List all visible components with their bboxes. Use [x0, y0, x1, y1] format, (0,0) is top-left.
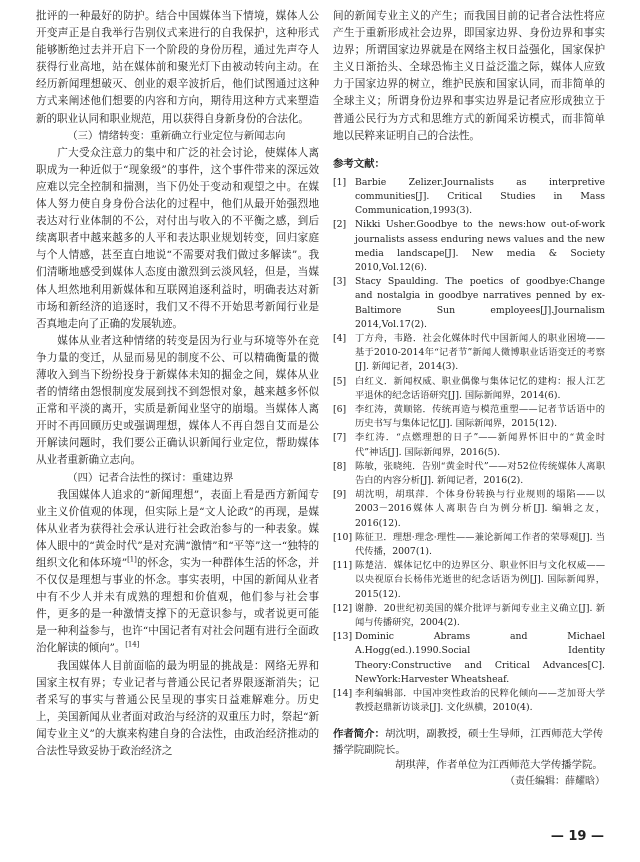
reference-item	[333, 431, 605, 459]
reference-text: 李利编辑部．中国冲突性政治的民粹化倾向——芝加哥大学教授赵鼎新访谈录[J]. 文化纵横，2010(4).	[355, 688, 605, 714]
body-paragraph: 间的新闻专业主义的产生；而我国目前的记者合法性将应产生于重新形成社会边界，即国家边界、身份边界和事实边界；所谓国家边界就是在网络主权日益强化，国家保护主义日渐抬头、全球恐怖主义日益泛滥之际，媒体人应致力于国家边界的树立，维护民族和国家认同，而非简单的全球主义；所谓身份边界和事实边界是记者应形成独立于普通公民行为方式和思维方式的新闻采访模式，而非简单地以民粹来证明自己的合法性。	[333, 10, 605, 142]
reference-number: [12]	[333, 602, 353, 614]
section-heading: （四）记者合法性的探讨：重建边界	[67, 471, 234, 484]
body-paragraph: 媒体从业者这种情绪的转变是因为行业与环境等外在竞争力量的变迁，从显而易见的制度不公、可以精确衡量的微薄收入到当下纷纷投身于新媒体未知的掘金之间，媒体从业者的情绪由怨恨制度发展到找不到怨恨对象，越来越多怀似正常和平淡的离开，实质是新闻业坚守的崩塌。当媒体人离开时不再回顾历史或强调理想，媒体人不再自怨自艾而是公开解读问题时，我们要公正确认识新闻行业定位，帮助媒体从业者重新确立志向。	[36, 334, 319, 467]
reference-number: [11]	[333, 560, 353, 572]
reference-item	[333, 403, 605, 431]
left-column	[36, 8, 319, 760]
body-paragraph: 批评的一种最好的防护。结合中国媒体当下情境，媒体人公开变声正是自我举行告别仪式来进行的自我保护，这种形式能够断绝过去并开启下一个阶段的身份历程，通过先声夺人获得行业高地，站在媒体前和聚光灯下由被动转向主动。在经历新闻理想破灭、创业的艰辛波折后，他们试图通过这种方式来阐述他们想要的内容和方向，期待用这种方式来塑造新的职业认同和职业规范，用以获得自身新身份的合法化。	[36, 10, 319, 125]
references-list	[333, 176, 605, 716]
reference-text: 李红涛．“点燃理想的日子”——新闻界怀旧中的“黄金时代”神话[J]. 国际新闻界，2016(5).	[355, 432, 605, 458]
reference-text: 白红义．新闻权威、职业偶像与集体记忆的建构：报人江艺平退休的纪念话语研究[J]. 国际新闻界，2014(6).	[355, 375, 605, 401]
body-paragraph: 我国媒体人目前面临的最为明显的挑战是：网络无界和国家主权有界；专业记者与普通公民记者界限逐渐消失；记者采写的事实与普通公民呈现的事实日益难解难分。历史上，美国新闻从业者面对政治与经济的双重压力时，祭起“新闻专业主义”的大旗来构建自身的合法性，由政治经济推动的合法性导致妥协于政治经济之	[36, 659, 319, 758]
reference-number: [7]	[333, 432, 347, 444]
section-heading: （三）情绪转变：重新确立行业定位与新闻志向	[67, 129, 286, 142]
reference-item	[333, 488, 605, 531]
author-label: 作者简介：	[333, 728, 385, 741]
reference-item	[333, 176, 605, 219]
reference-number: [6]	[333, 404, 347, 415]
citation-marker: [1]	[127, 555, 137, 564]
reference-text: 李红涛，黄顺铭．传统再造与模范重塑——记者节话语中的历史书写与集体记忆[J]. 国际新闻界，2015(12).	[355, 404, 605, 430]
reference-text: 胡沈明，胡琪萍．个体身份转换与行业规则的塌陷——以2003－2016媒体人离职告白为例分析[J]. 编辑之友，2016(12).	[355, 489, 605, 529]
editor-note: （责任编辑：薛耀晗）	[505, 775, 605, 787]
reference-text: Dominic Abrams and Michael A.Hogg(ed.).1990.Social Identity Theory:Constructive and Critical Advances[C]. NewYork:Harvester Wheatsheaf.	[355, 631, 605, 685]
reference-item	[333, 332, 605, 375]
body-paragraph	[36, 487, 319, 658]
reference-text: 陈敏，张晓纯．告别“黄金时代”——对52位传统媒体人离职告白的内容分析[J]. 新闻记者，2016(2).	[355, 460, 605, 487]
reference-text: 陈楚洁．媒体记忆中的边界区分、职业怀旧与文化权威——以央视原台长杨伟光逝世的纪念话语为例[J]. 国际新闻界，2015(12).	[355, 560, 605, 600]
reference-text: Nikki Usher.Goodbye to the news:how out-of-work journalists assess enduring news values and the new media landscape[J]. New media & Society 2010,Vol.12(6).	[355, 219, 605, 273]
reference-item	[333, 460, 605, 488]
reference-item	[333, 375, 605, 403]
reference-number: [10]	[333, 531, 353, 543]
reference-number: [5]	[333, 375, 347, 387]
reference-text: Barbie Zelizer.Journalists as interpretive communities[J]. Critical Studies in Mass Communication,1993(3).	[355, 176, 605, 217]
author-info	[333, 727, 605, 789]
reference-number: [13]	[333, 631, 353, 643]
citation-marker: [14]	[125, 640, 140, 649]
reference-text: 丁方舟，韦路．社会化媒体时代中国新闻人的职业困境——基于2010-2014年“记者节”新闻人微博职业话语变迁的考察[J]. 新闻记者，2014(3).	[355, 332, 605, 373]
reference-item	[333, 602, 605, 630]
references-heading: 参考文献：	[333, 157, 385, 170]
page-number: — 19 —	[550, 829, 604, 844]
reference-item	[333, 687, 605, 715]
author-line: 胡琪萍，作者单位为江西师范大学传播学院。	[395, 759, 603, 772]
reference-number: [1]	[333, 176, 347, 188]
reference-item	[333, 559, 605, 602]
reference-item	[333, 531, 605, 559]
author-line: 胡沈明，副教授，硕士生导师，江西师范大学传播学院副院长。	[333, 728, 604, 756]
paragraph-text: 我国媒体人追求的“新闻理想”，表面上看是西方新闻专业主义价值观的体现，但实际上是“文人论政”的再现，是媒体从业者为获得社会承认进行社会政治参与的一种表象。媒体人眼中的“黄金时代”是对充满“激情”和“平等”这一“独特的组织文化和体环境”	[36, 488, 319, 569]
reference-text: 谢静．20世纪初美国的媒介批评与新闻专业主义确立[J]. 新闻与传播研究，2004(2).	[355, 602, 605, 629]
reference-text: 陈征卫．理想·理念·理性——兼论新闻工作者的荣辱观[J]. 当代传播，2007(1).	[355, 531, 605, 558]
paragraph-text: 的怀念，实为一种群体生活的怀念，并不仅仅是理想与事业的怀念。事实表明，中国的新闻从业者中有不少人并未有成熟的理想和价值观，他们参与社会事件，更多的是一种激情支撑下的无意识参与，或者说更可能是一种利益参与，也许“中国记者有对社会问题有进行全面政治化解读的倾向”。	[36, 557, 319, 655]
reference-number: [8]	[333, 460, 347, 472]
reference-item	[333, 630, 605, 687]
reference-text: Stacy Spaulding. The poetics of goodbye:Change and nostalgia in goodbye narratives penned by ex-Baltimore Sun employees[J].Journalism 2014,Vol.17(2).	[355, 276, 605, 330]
reference-item	[333, 275, 605, 332]
reference-number: [3]	[333, 276, 347, 288]
body-paragraph: 广大受众注意力的集中和广泛的社会讨论，使媒体人离职成为一种近似于“现象级”的事件，这个事件带来的深远效应难以完全控制和揣测，当下仍处于变动和观望之中。在媒体人努力使自身身份合法化的过程中，他们从最开始强烈地表达对行业体制的不公，对付出与收入的不平衡之感，到后续离职者中越来越多的人平和表达职业规划转变，回归家庭与个人情感，甚至直白地说“不需要对我们做过多解读”。我们清晰地感受到媒体人态度由激烈到云淡风轻，但是，当媒体人坦然地利用新媒体和互联网追逐利益时，明确表达对新市场和新经济的追逐时，我们又不得不开始思考新闻行业是否真地走向了正确的发展轨迹。	[36, 146, 319, 330]
reference-number: [2]	[333, 219, 347, 231]
right-column	[333, 8, 605, 789]
reference-number: [14]	[333, 688, 353, 700]
reference-number: [4]	[333, 332, 347, 344]
reference-number: [9]	[333, 489, 347, 501]
reference-item	[333, 218, 605, 275]
